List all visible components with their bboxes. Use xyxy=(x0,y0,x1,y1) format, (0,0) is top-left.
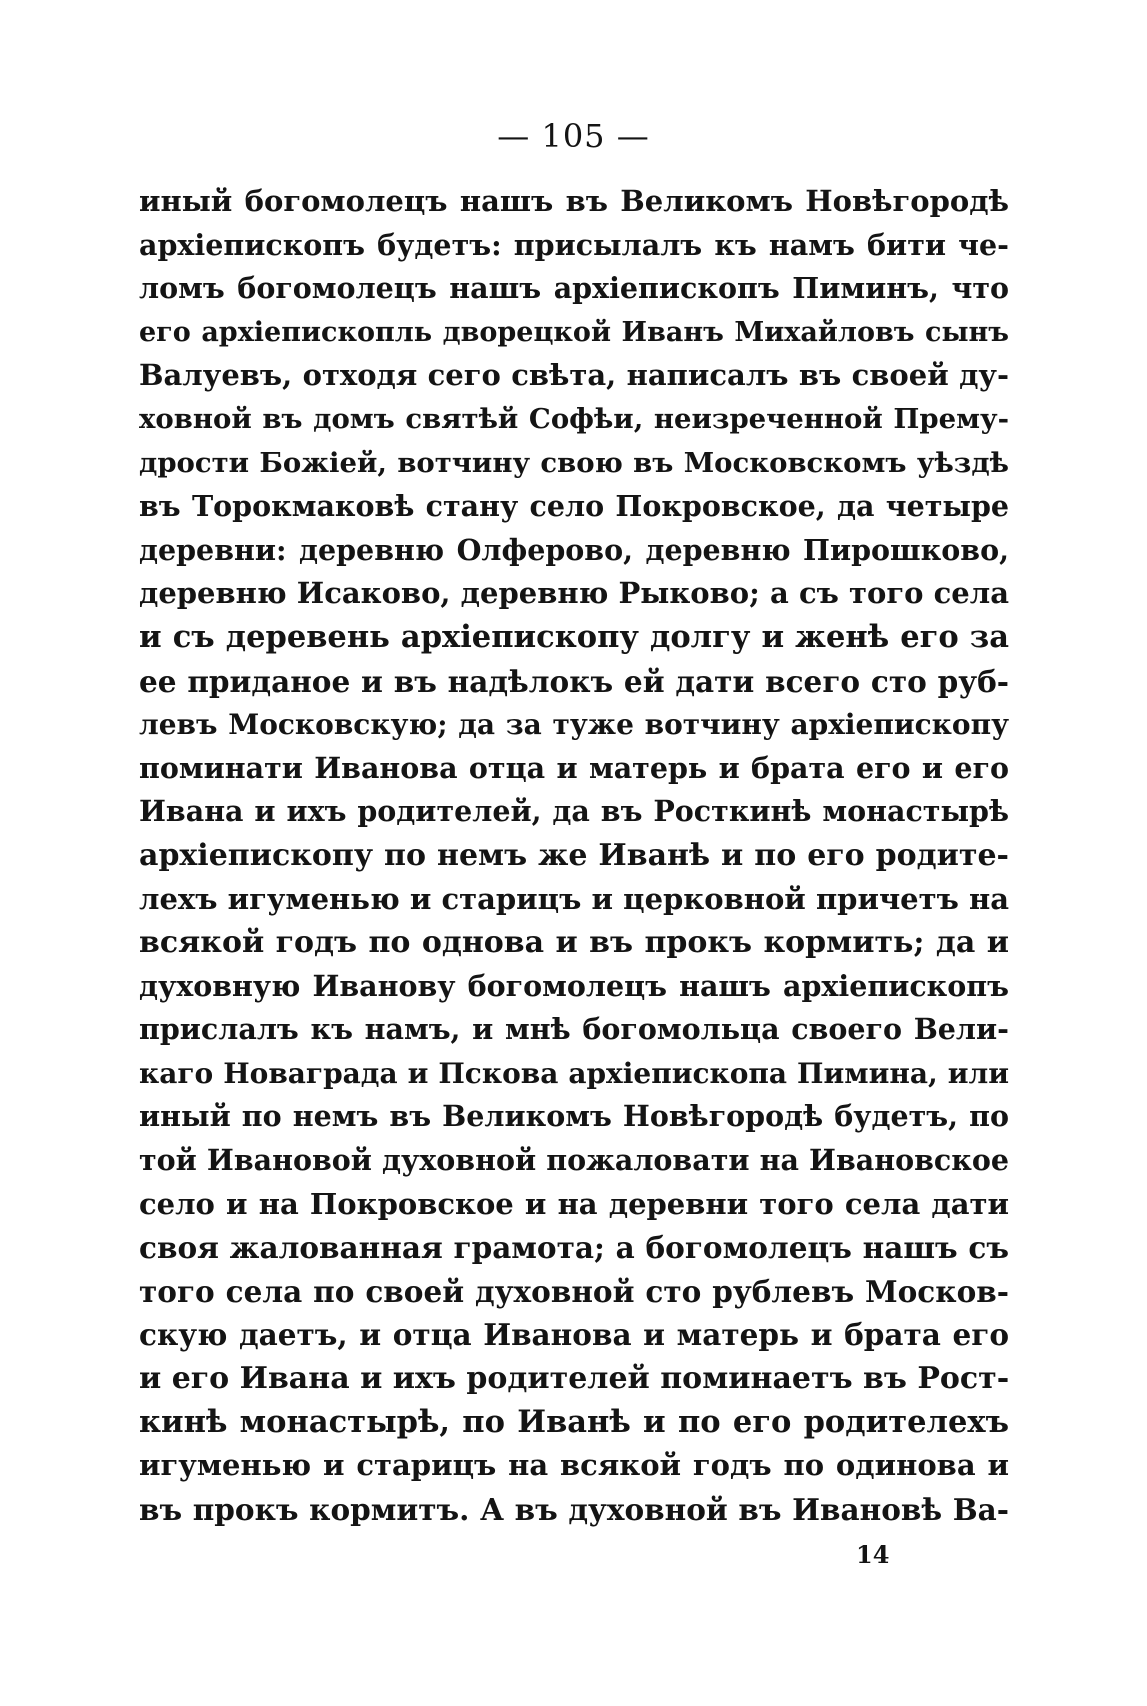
text-line: своя жалованная грамота; а богомолецъ нашъ съ xyxy=(139,1230,1009,1266)
page-number: — 105 — xyxy=(497,117,650,155)
text-line: иный по немъ въ Великомъ Новѣгородѣ будетъ, по xyxy=(139,1099,1009,1134)
text-line: его архіепископль дворецкой Иванъ Михайловъ сынъ xyxy=(139,316,1009,348)
text-line: скую даетъ, и отца Иванова и матерь и брата его xyxy=(139,1317,1009,1353)
text-line: Валуевъ, отходя сего свѣта, написалъ въ своей ду- xyxy=(139,358,1009,393)
text-line: каго Новаграда и Пскова архіепископа Пимина, или xyxy=(139,1056,1009,1090)
text-line: Ивана и ихъ родителей, да въ Росткинѣ монастырѣ xyxy=(139,794,1009,829)
text-line: и его Ивана и ихъ родителей поминаетъ въ Рост- xyxy=(139,1361,1010,1397)
text-line: и съ деревень архіепископу долгу и женѣ его за xyxy=(139,618,1009,655)
text-line: ховной въ домъ святѣй Софѣи, неизреченной Прему- xyxy=(139,402,1009,435)
text-line: кинѣ монастырѣ, по Иванѣ и по его родителехъ xyxy=(139,1403,1009,1440)
text-line: того села по своей духовной сто рублевъ Москов- xyxy=(139,1273,1009,1309)
text-line: ломъ богомолецъ нашъ архіепископъ Пиминъ, что xyxy=(139,271,1009,306)
text-line: всякой годъ по однова и въ прокъ кормить; да и xyxy=(139,925,1009,961)
text-line: архіепископъ будетъ: присылалъ къ намъ бити че- xyxy=(139,227,1009,262)
body-text xyxy=(139,180,1009,1531)
signature-mark: 14 xyxy=(856,1540,890,1569)
text-line: духовную Иванову богомолецъ нашъ архіепископъ xyxy=(139,968,1009,1003)
text-line: архіепископу по немъ же Иванѣ и по его родите- xyxy=(139,837,1009,873)
text-line: дрости Божіей, вотчину свою въ Московскомъ уѣздѣ xyxy=(139,446,1009,479)
text-line: ее приданое и въ надѣлокъ ей дати всего сто руб- xyxy=(139,663,1009,699)
text-line: село и на Покровское и на деревни того села дати xyxy=(139,1186,1009,1221)
text-line: той Ивановой духовной пожаловати на Ивановское xyxy=(139,1143,1009,1178)
text-line: игуменью и старицъ на всякой годъ по одинова и xyxy=(139,1448,1009,1483)
text-line: иный богомолецъ нашъ въ Великомъ Новѣгородѣ xyxy=(139,184,1009,218)
text-line: поминати Иванова отца и матерь и брата его и его xyxy=(139,750,1009,785)
text-line: въ Торокмаковѣ стану село Покровское, да четыре xyxy=(139,489,1009,524)
text-line: деревню Исаково, деревню Рыково; а съ того села xyxy=(139,576,1009,611)
text-line: въ прокъ кормитъ. А въ духовной въ Ивановѣ Ва- xyxy=(139,1491,1009,1527)
text-line: деревни: деревню Олферово, деревню Пирошково, xyxy=(139,532,1009,567)
text-line: лехъ игуменью и старицъ и церковной причетъ на xyxy=(139,881,1009,916)
text-line: левъ Московскую; да за туже вотчину архіепископу xyxy=(139,708,1009,742)
text-line: прислалъ къ намъ, и мнѣ богомольца своего Вели- xyxy=(139,1012,1009,1047)
